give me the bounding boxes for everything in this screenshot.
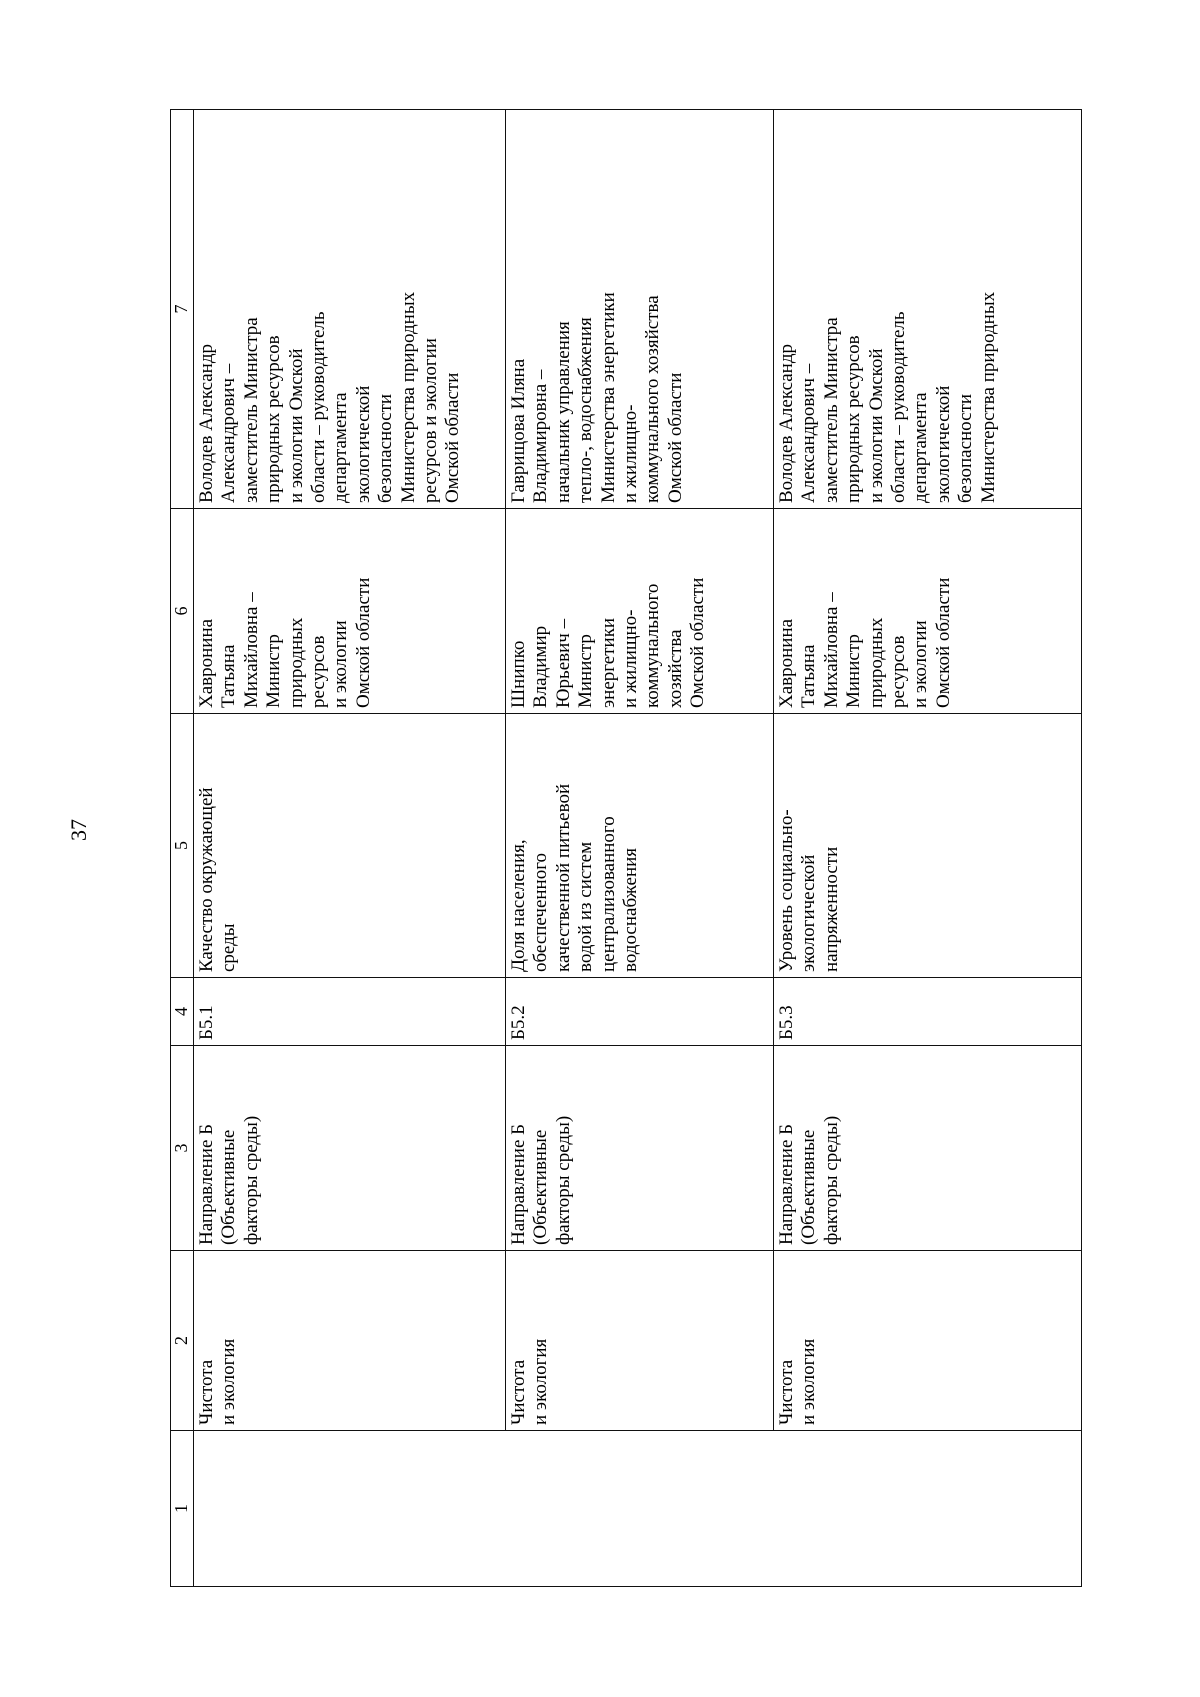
cell-number xyxy=(506,1431,774,1587)
cell-responsible-executor: Володев Александр Александрович – заместитель Министра природных ресурсов и экологии Омской области – руководитель департамента экологической безопасности Министерства природных ресурсов и экологии Омской области xyxy=(194,110,506,509)
header-col-6: 6 xyxy=(171,509,194,714)
cell-direction: Направление Б (Объективные факторы среды) xyxy=(774,1046,1082,1251)
cell-indicator: Доля населения, обеспеченного качественной питьевой водой из систем централизованного водоснабжения xyxy=(506,714,774,978)
cell-area: Чистота и экология xyxy=(506,1251,774,1431)
cell-direction: Направление Б (Объективные факторы среды) xyxy=(194,1046,506,1251)
cell-indicator: Качество окружающей среды xyxy=(194,714,506,978)
page-number: 37 xyxy=(66,819,91,841)
cell-responsible-executor: Володев Александр Александрович – заместитель Министра природных ресурсов и экологии Омской области – руководитель департамента экологической безопасности Министерства природных xyxy=(774,110,1082,509)
table-header-row xyxy=(171,110,194,1587)
cell-code: Б5.3 xyxy=(774,978,1082,1046)
cell-number xyxy=(774,1431,1082,1587)
header-col-3: 3 xyxy=(171,1046,194,1251)
header-col-1: 1 xyxy=(171,1431,194,1587)
header-col-2: 2 xyxy=(171,1251,194,1431)
cell-number xyxy=(194,1431,506,1587)
header-col-7: 7 xyxy=(171,110,194,509)
table-row xyxy=(506,110,774,1587)
header-col-5: 5 xyxy=(171,714,194,978)
cell-responsible-minister: Шнипко Владимир Юрьевич – Министр энергетики и жилищно- коммунального хозяйства Омской области xyxy=(506,509,774,714)
table-row xyxy=(194,110,506,1587)
cell-direction: Направление Б (Объективные факторы среды) xyxy=(506,1046,774,1251)
cell-code: Б5.2 xyxy=(506,978,774,1046)
cell-indicator: Уровень социально- экологической напряженности xyxy=(774,714,1082,978)
cell-responsible-minister: Хавронина Татьяна Михайловна – Министр природных ресурсов и экологии Омской области xyxy=(774,509,1082,714)
indicators-table xyxy=(170,110,1082,1587)
cell-responsible-minister: Хавронина Татьяна Михайловна – Министр природных ресурсов и экологии Омской области xyxy=(194,509,506,714)
cell-responsible-executor: Гаврищова Иляна Владимировна – начальник управления тепло-, водоснабжения Министерства энергетики и жилищно- коммунального хозяйства Омской области xyxy=(506,110,774,509)
cell-area: Чистота и экология xyxy=(194,1251,506,1431)
table-row xyxy=(774,110,1082,1587)
cell-area: Чистота и экология xyxy=(774,1251,1082,1431)
cell-code: Б5.1 xyxy=(194,978,506,1046)
header-col-4: 4 xyxy=(171,978,194,1046)
